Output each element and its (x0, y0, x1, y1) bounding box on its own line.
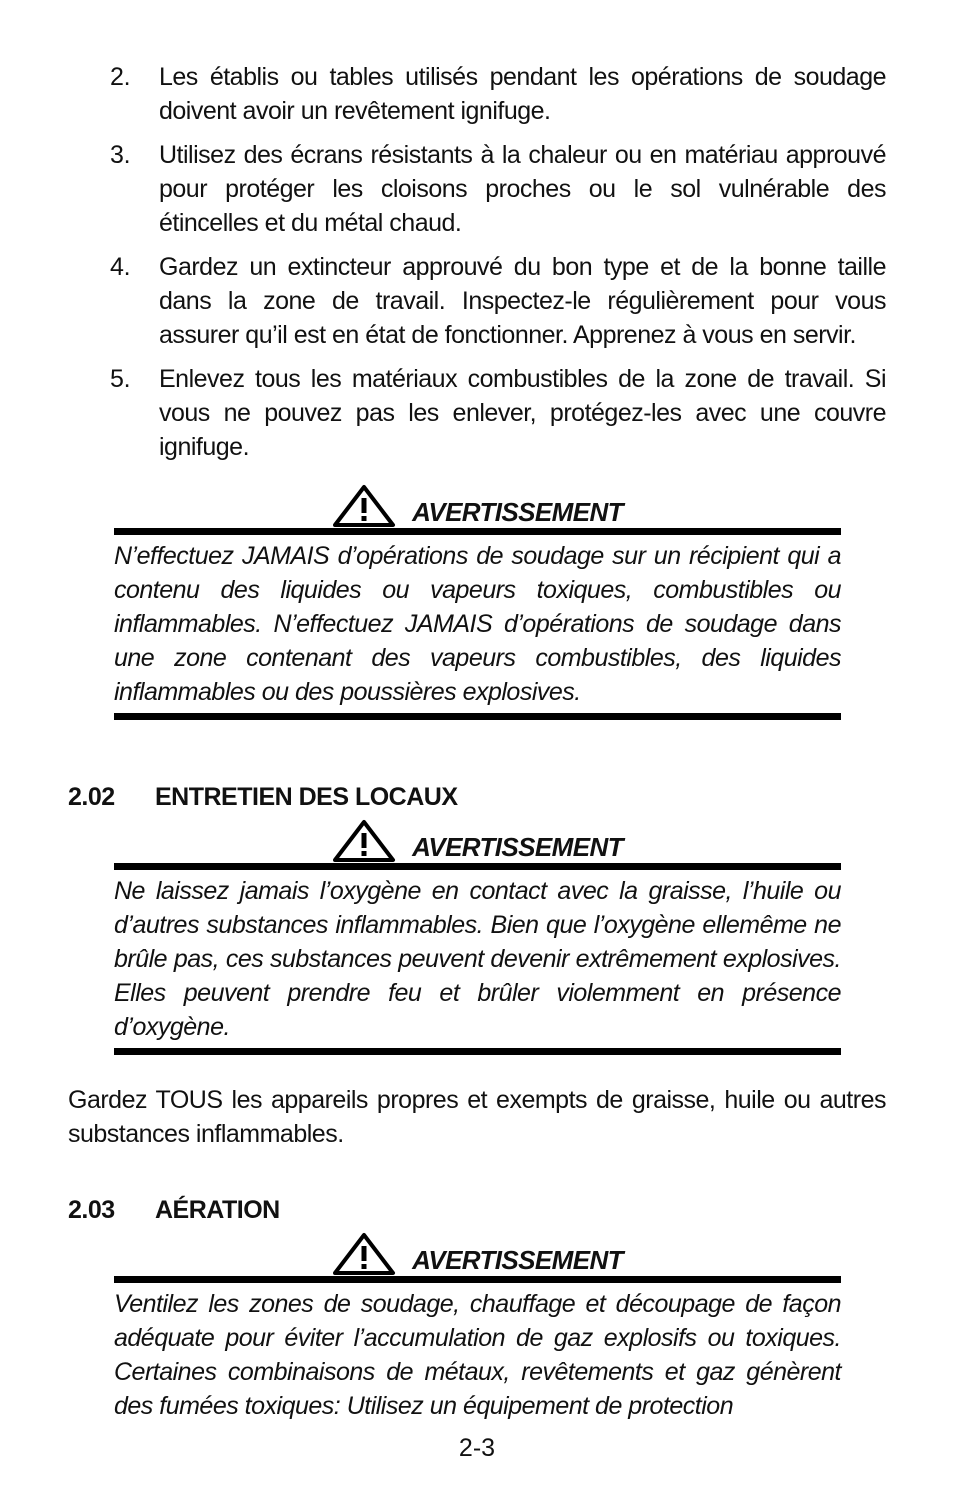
warning-header (114, 1230, 841, 1276)
list-item-number: 5. (110, 365, 131, 393)
section-heading (68, 782, 458, 812)
warning-top-rule (114, 1276, 841, 1283)
section-number: 2.03 (68, 1196, 115, 1224)
warning-header (114, 482, 841, 528)
warning-top-rule (114, 863, 841, 870)
list-item (0, 138, 954, 240)
warning-text: N’effectuez JAMAIS d’opérations de soudage sur un récipient qui a contenu des liquides ou vapeurs toxiques, combustibles ou inflammables. N’effectuez JAMAIS d’opérations de soudage dans une zone contenant des vapeurs combustibles, des liquides inflammables ou des poussières explosives. (114, 542, 841, 706)
list-item (0, 250, 954, 352)
warning-text: Ne laissez jamais l’oxygène en contact avec la graisse, l’huile ou d’autres substances inflammables. Bien que l’oxygène ellemême ne brûle pas, ces substances peuvent devenir extrêmement explosives. Elles peuvent prendre feu et brûler violemment en présence d’oxygène. (114, 877, 841, 1041)
warning-title: AVERTISSEMENT (412, 832, 623, 862)
list-item-text: Enlevez tous les matériaux combustibles de la zone de travail. Si vous ne pouvez pas les enlever, protégez-les avec une couvre ignifuge. (159, 365, 886, 461)
list-item-text: Utilisez des écrans résistants à la chaleur ou en matériau approuvé pour protéger les cloisons proches ou le sol vulnérable des étincelles et du métal chaud. (159, 141, 886, 237)
warning-title: AVERTISSEMENT (412, 497, 623, 527)
safety-list (0, 60, 954, 474)
warning-text: Ventilez les zones de soudage, chauffage et découpage de façon adéquate pour éviter l’accumulation de gaz explosifs ou toxiques. Certaines combinaisons de métaux, revêtements et gaz génèrent des fumées toxiques: Utilisez un équipement de protection (114, 1290, 841, 1420)
warning-bottom-rule (114, 713, 841, 720)
list-item-number: 4. (110, 253, 131, 281)
list-item-text: Gardez un extincteur approuvé du bon type et de la bonne taille dans la zone de travail. Inspectez-le régulièrement pour vous assurer qu’il est en état de fonctionner. Apprenez à vous en servir. (159, 253, 886, 349)
list-item (0, 60, 954, 128)
page-number: 2-3 (458, 1434, 496, 1462)
warning-triangle-icon (332, 1232, 396, 1276)
section-title: ENTRETIEN DES LOCAUX (155, 783, 458, 811)
housekeeping-paragraph: Gardez TOUS les appareils propres et exempts de graisse, huile ou autres substances inflammables. (68, 1086, 886, 1148)
section-heading (68, 1195, 280, 1225)
section-number: 2.02 (68, 783, 115, 811)
warning-title: AVERTISSEMENT (412, 1245, 623, 1275)
warning-header (114, 817, 841, 863)
list-item-text: Les établis ou tables utilisés pendant les opérations de soudage doivent avoir un revêtement ignifuge. (159, 63, 886, 125)
section-title: AÉRATION (155, 1196, 280, 1224)
list-item (0, 362, 954, 464)
warning-triangle-icon (332, 819, 396, 863)
warning-box (114, 817, 841, 1055)
warning-triangle-icon (332, 484, 396, 528)
list-item-number: 3. (110, 141, 131, 169)
warning-bottom-rule (114, 1048, 841, 1055)
warning-box (114, 482, 841, 720)
warning-box (114, 1230, 841, 1427)
list-item-number: 2. (110, 63, 131, 91)
warning-top-rule (114, 528, 841, 535)
